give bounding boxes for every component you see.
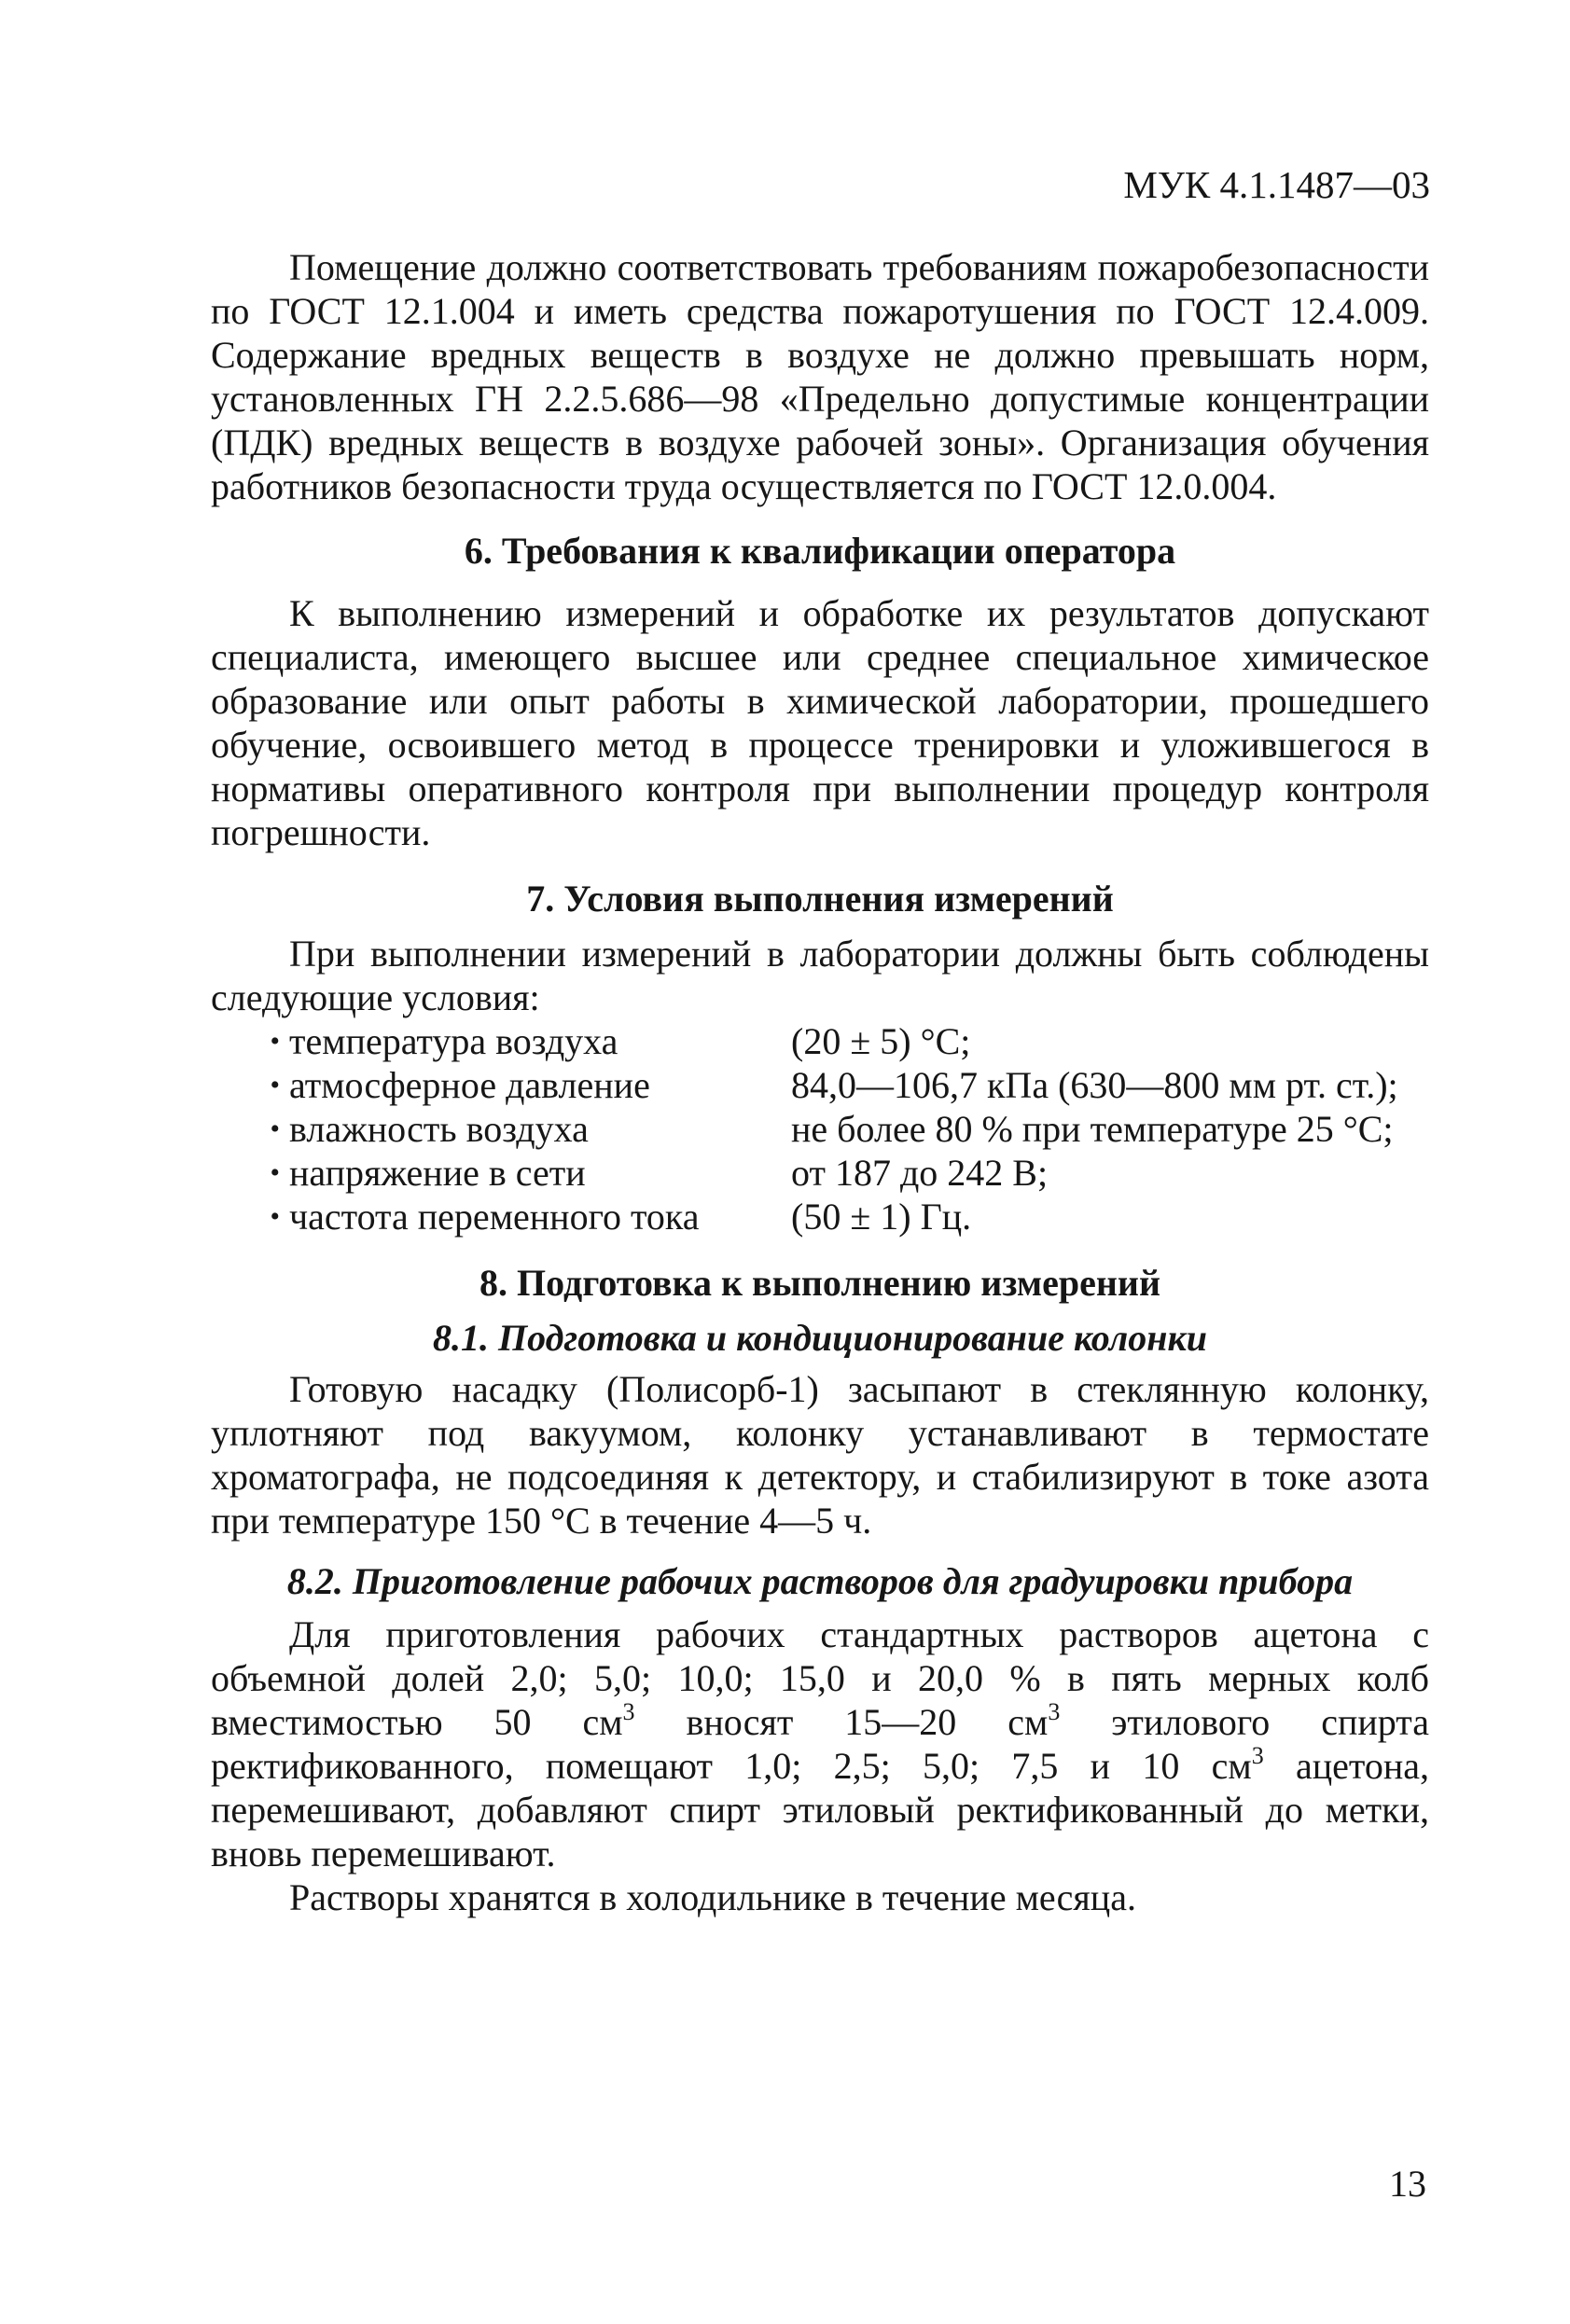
superscript: 3 [1251, 1742, 1264, 1769]
section-7-title: 7. Условия выполнения измерений [526, 878, 1114, 920]
bullet: • [270, 1070, 280, 1100]
text-fragment: этилового спирта ректификованного, помещают 1,0; 2,5; 5,0; 7,5 и 10 см [211, 1701, 1429, 1787]
text-fragment: Для приготовления рабочих стандартных растворов ацетона с объемной долей 2,0; 5,0; 10,0; 15,0 и 20,0 % в пять мерных колб вместимостью 50 см [211, 1613, 1429, 1743]
bullet: • [270, 1157, 280, 1188]
condition-value: 84,0—106,7 кПа (630—800 мм рт. ст.); [791, 1064, 1398, 1106]
condition-name: атмосферное давление [289, 1064, 650, 1106]
superscript: 3 [622, 1698, 635, 1725]
condition-item [211, 1107, 1429, 1151]
bullet: • [270, 1026, 280, 1057]
section-8-title: 8. Подготовка к выполнению измерений [479, 1262, 1160, 1304]
condition-value: от 187 до 242 В; [791, 1152, 1049, 1194]
storage-paragraph: Растворы хранятся в холодильнике в течение месяца. [289, 1876, 1136, 1918]
document-code: МУК 4.1.1487—03 [1123, 163, 1430, 206]
bullet: • [270, 1114, 280, 1144]
text-fragment: ацетона, перемешивают, добавляют спирт этиловый ректификованный до метки, вновь перемешивают. [211, 1745, 1430, 1874]
text-fragment: вносят 15—20 см [634, 1701, 1049, 1743]
subsection-8-1-paragraph: Готовую насадку (Полисорб-1) засыпают в стеклянную колонку, уплотняют под вакуумом, колонку устанавливают в термостате хроматографа, не подсоединяя к детектору, и стабилизируют в токе азота при температуре 150 °С в течение 4—5 ч. [211, 1368, 1429, 1542]
condition-name: напряжение в сети [289, 1152, 586, 1194]
condition-name: частота переменного тока [289, 1196, 700, 1238]
condition-item [211, 1063, 1429, 1107]
page-number: 13 [1389, 2163, 1426, 2205]
subsection-8-1-title: 8.1. Подготовка и кондиционирование колонки [433, 1317, 1207, 1359]
section-7-intro: При выполнении измерений в лаборатории должны быть соблюдены следующие условия: [211, 933, 1429, 1018]
intro-paragraph: Помещение должно соответствовать требованиям пожаробезопасности по ГОСТ 12.1.004 и иметь средства пожаротушения по ГОСТ 12.4.009. Содержание вредных веществ в воздухе не должно превышать норм, установленных ГН 2.2.5.686—98 «Предельно допустимые концентрации (ПДК) вредных веществ в воздухе рабочей зоны». Организация обучения работников безопасности труда осуществляется по ГОСТ 12.0.004. [211, 246, 1429, 507]
condition-item [211, 1151, 1429, 1195]
condition-value: не более 80 % при температуре 25 °С; [791, 1108, 1394, 1150]
conditions-list [211, 1019, 1429, 1238]
condition-value: (20 ± 5) °С; [791, 1020, 971, 1062]
document-body [211, 245, 1429, 1919]
condition-item [211, 1019, 1429, 1063]
condition-name: температура воздуха [289, 1020, 618, 1062]
superscript: 3 [1048, 1698, 1061, 1725]
section-6-paragraph: К выполнению измерений и обработке их результатов допускают специалиста, имеющего высшее или среднее специальное химическое образование или опыт работы в химической лаборатории, прошедшего обучение, освоившего метод в процессе тренировки и уложившегося в нормативы оперативного контроля при выполнении процедур контроля погрешности. [211, 592, 1429, 853]
section-6-title: 6. Требования к квалификации оператора [464, 530, 1176, 572]
subsection-8-2-paragraph [211, 1612, 1429, 1875]
condition-value: (50 ± 1) Гц. [791, 1196, 972, 1238]
subsection-8-2-title: 8.2. Приготовление рабочих растворов для градуировки прибора [286, 1560, 1354, 1602]
bullet: • [270, 1201, 280, 1232]
condition-item [211, 1195, 1429, 1238]
condition-name: влажность воздуха [289, 1108, 589, 1150]
